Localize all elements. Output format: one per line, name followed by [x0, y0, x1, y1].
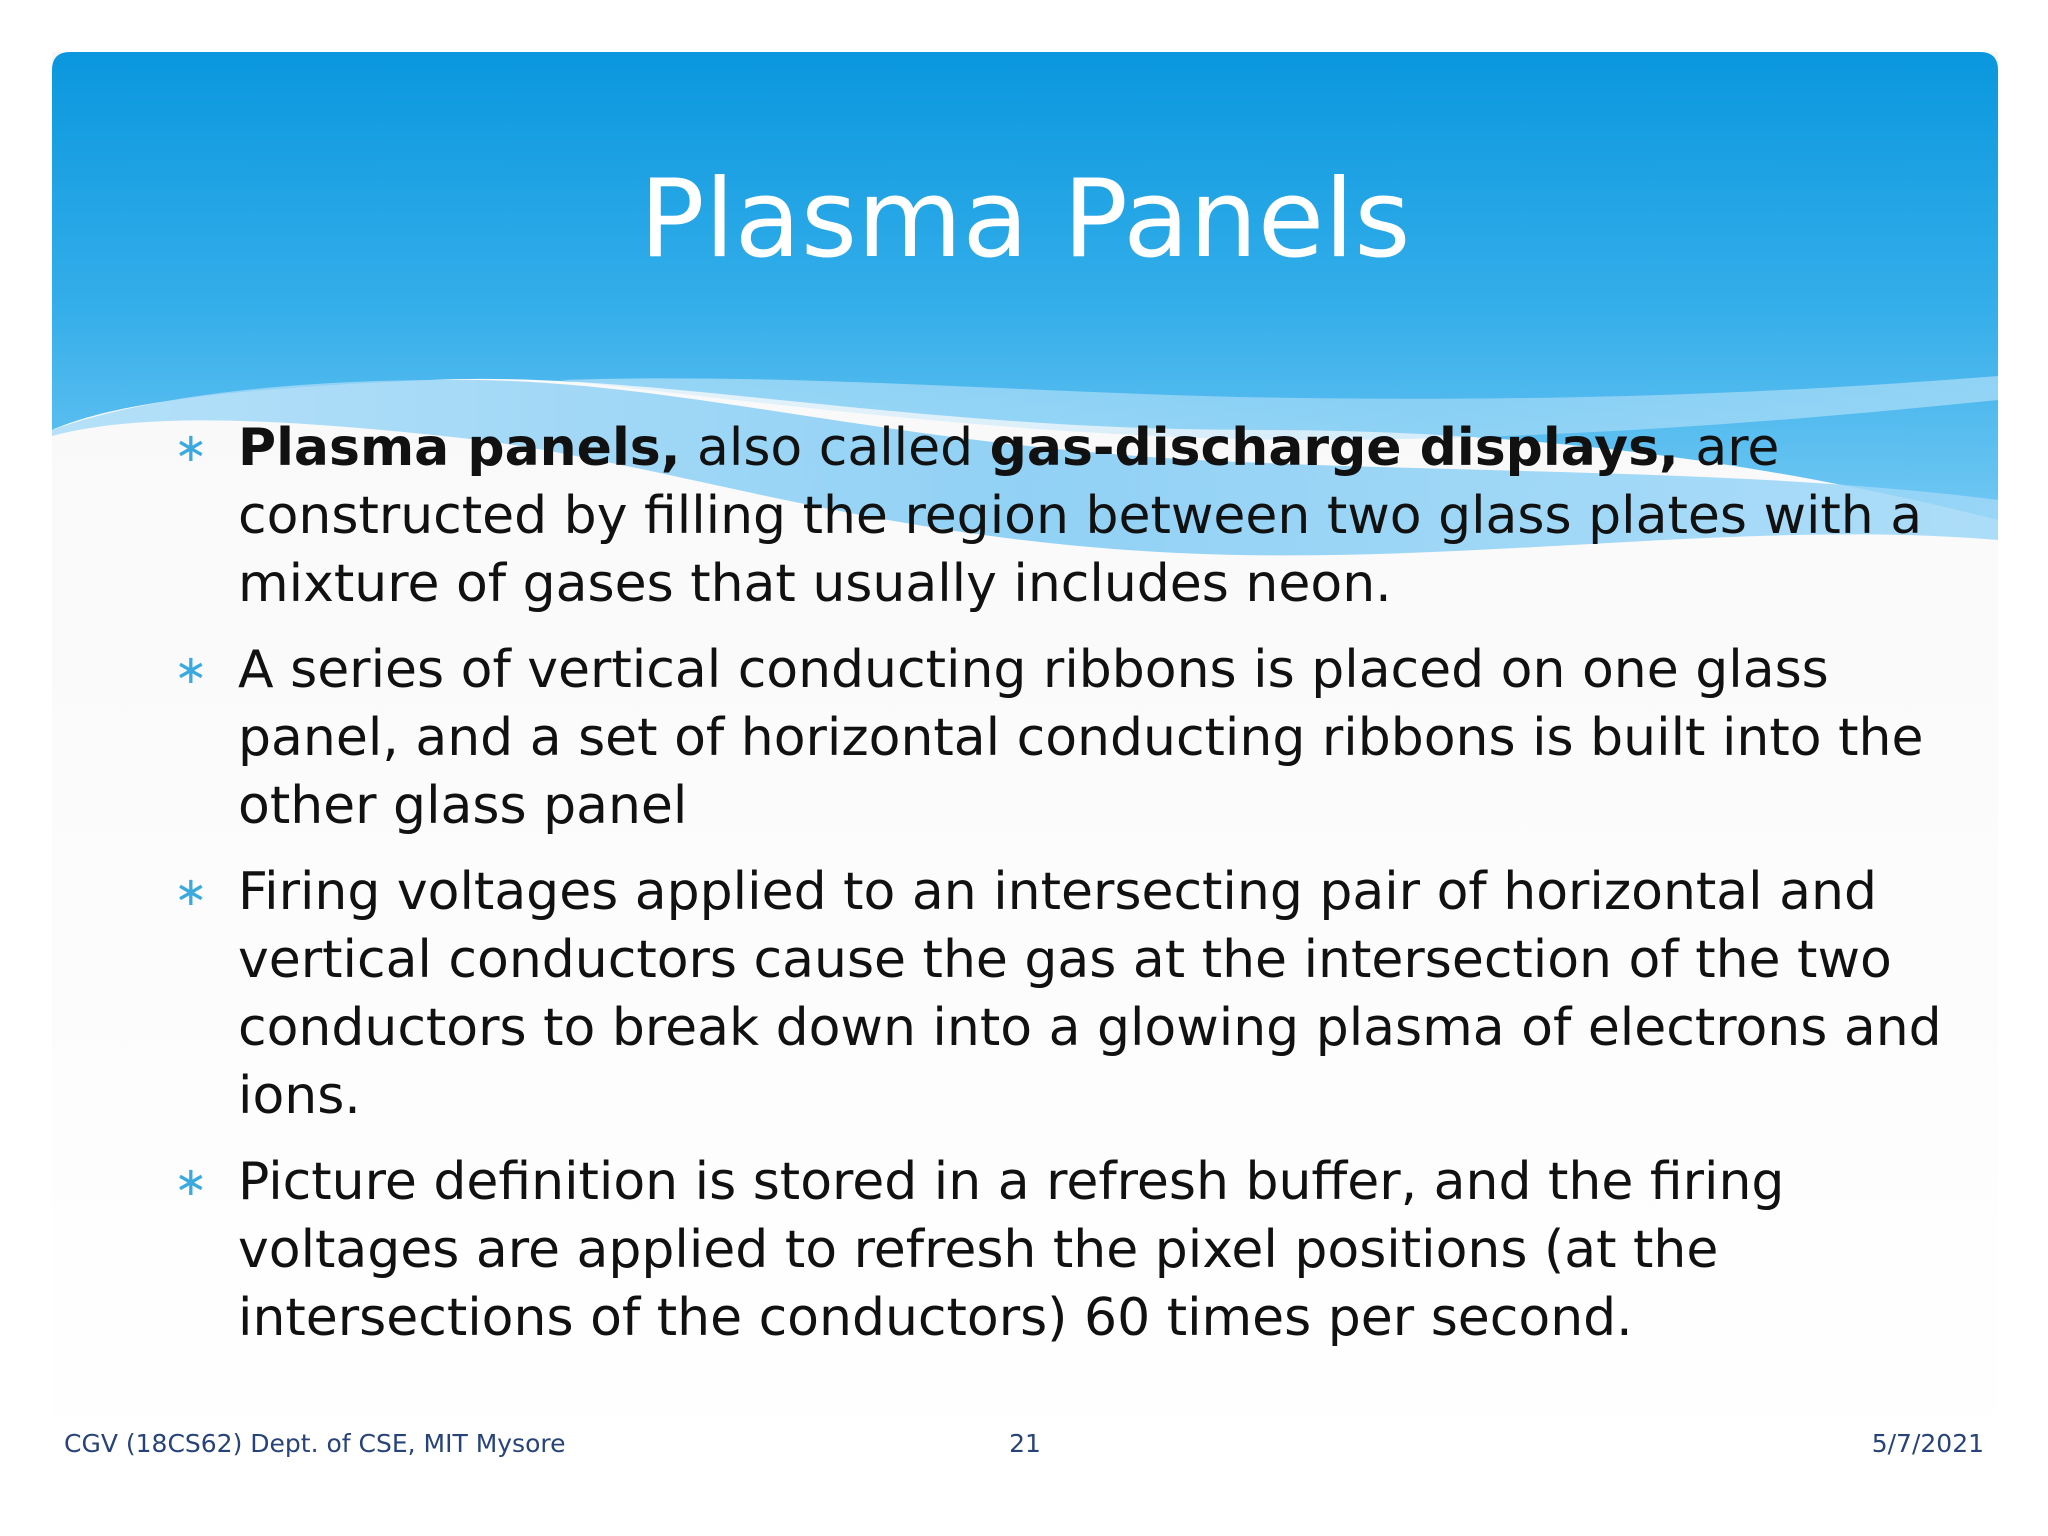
- bullet-1-term-plasma-panels: Plasma panels,: [238, 418, 681, 478]
- bullet-item-4: [170, 1148, 1950, 1352]
- bullet-marker-icon: ∗: [174, 869, 208, 915]
- bullet-list: [170, 414, 1950, 1370]
- bullet-marker-icon: ∗: [174, 647, 208, 693]
- bullet-item-2: [170, 636, 1950, 840]
- footer-page-number: 21: [1009, 1429, 1041, 1458]
- bullet-marker-icon: ∗: [174, 1159, 208, 1205]
- bullet-item-1: [170, 414, 1950, 618]
- bullet-item-3: [170, 858, 1950, 1130]
- bullet-marker-icon: ∗: [174, 425, 208, 471]
- slide-title: Plasma Panels: [639, 157, 1411, 282]
- bullet-1-text-part-1: also called: [680, 418, 990, 478]
- footer-course: CGV (18CS62) Dept. of CSE, MIT Mysore: [64, 1429, 566, 1458]
- bullet-2-text: A series of vertical conducting ribbons is placed on one glass panel, and a set of horizontal conducting ribbons is built into the other glass panel: [238, 640, 1924, 836]
- bullet-3-text: Firing voltages applied to an intersecting pair of horizontal and vertical conductors cause the gas at the intersection of the two conductors to break down into a glowing plasma of electrons and ions.: [238, 862, 1942, 1126]
- footer-date: 5/7/2021: [1871, 1429, 1984, 1458]
- bullet-1-text-part-2: are constructed by filling the region between two glass plates with a mixture of gases that usually includes neon.: [238, 418, 1923, 614]
- bullet-4-text: Picture definition is stored in a refresh buffer, and the firing voltages are applied to refresh the pixel positions (at the intersections of the conductors) 60 times per second.: [238, 1152, 1785, 1348]
- bullet-1-term-gas-discharge: gas-discharge displays,: [989, 418, 1679, 478]
